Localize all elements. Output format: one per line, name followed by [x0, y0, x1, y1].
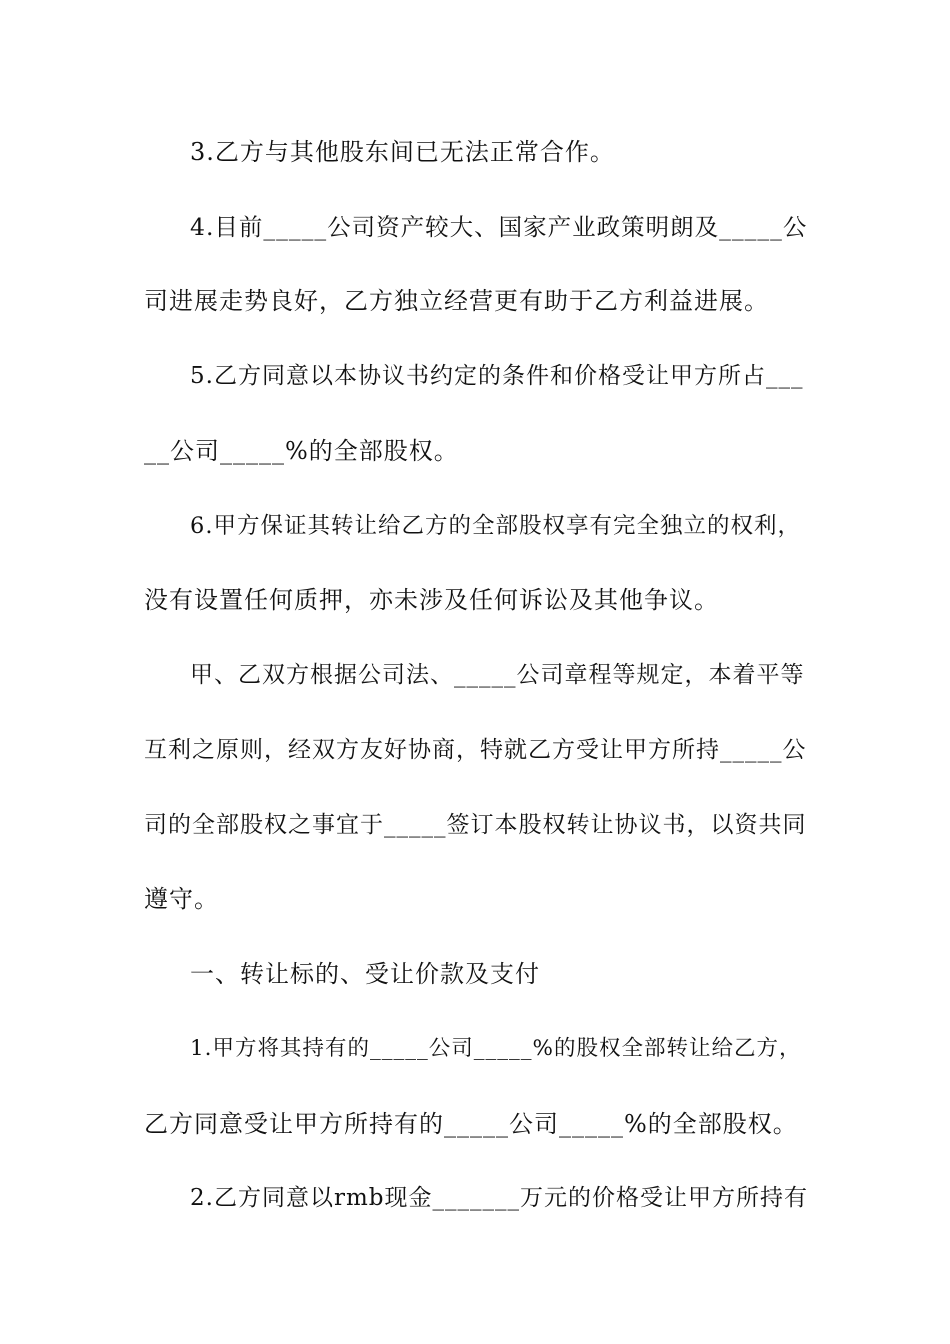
paragraph-line: __公司_____%的全部股权。 — [144, 437, 459, 465]
paragraph-line: 互利之原则，经双方友好协商，特就乙方受让甲方所持_____公 — [144, 737, 807, 763]
paragraph-line: 没有设置任何质押，亦未涉及任何诉讼及其他争议。 — [144, 586, 719, 614]
paragraph-line: 2.乙方同意以rmb现金_______万元的价格受让甲方所持有 — [190, 1185, 808, 1211]
paragraph-line: 1.甲方将其持有的_____公司_____%的股权全部转让给乙方， — [190, 1036, 802, 1061]
paragraph-line: 乙方同意受让甲方所持有的_____公司_____%的全部股权。 — [144, 1110, 798, 1138]
paragraph-line: 5.乙方同意以本协议书约定的条件和价格受让甲方所占___ — [190, 363, 804, 389]
paragraph-line: 司的全部股权之事宜于_____签订本股权转让协议书，以资共同 — [144, 812, 807, 838]
paragraph-line: 3.乙方与其他股东间已无法正常合作。 — [190, 138, 615, 166]
paragraph-line: 遵守。 — [144, 885, 219, 913]
section-heading: 一、转让标的、受让价款及支付 — [190, 960, 540, 988]
paragraph-line: 6.甲方保证其转让给乙方的全部股权享有完全独立的权利， — [190, 513, 801, 539]
paragraph-line: 甲、乙双方根据公司法、_____公司章程等规定，本着平等 — [190, 662, 805, 688]
paragraph-line: 司进展走势良好，乙方独立经营更有助于乙方利益进展。 — [144, 287, 769, 315]
paragraph-line: 4.目前_____公司资产较大、国家产业政策明朗及_____公 — [190, 213, 808, 241]
